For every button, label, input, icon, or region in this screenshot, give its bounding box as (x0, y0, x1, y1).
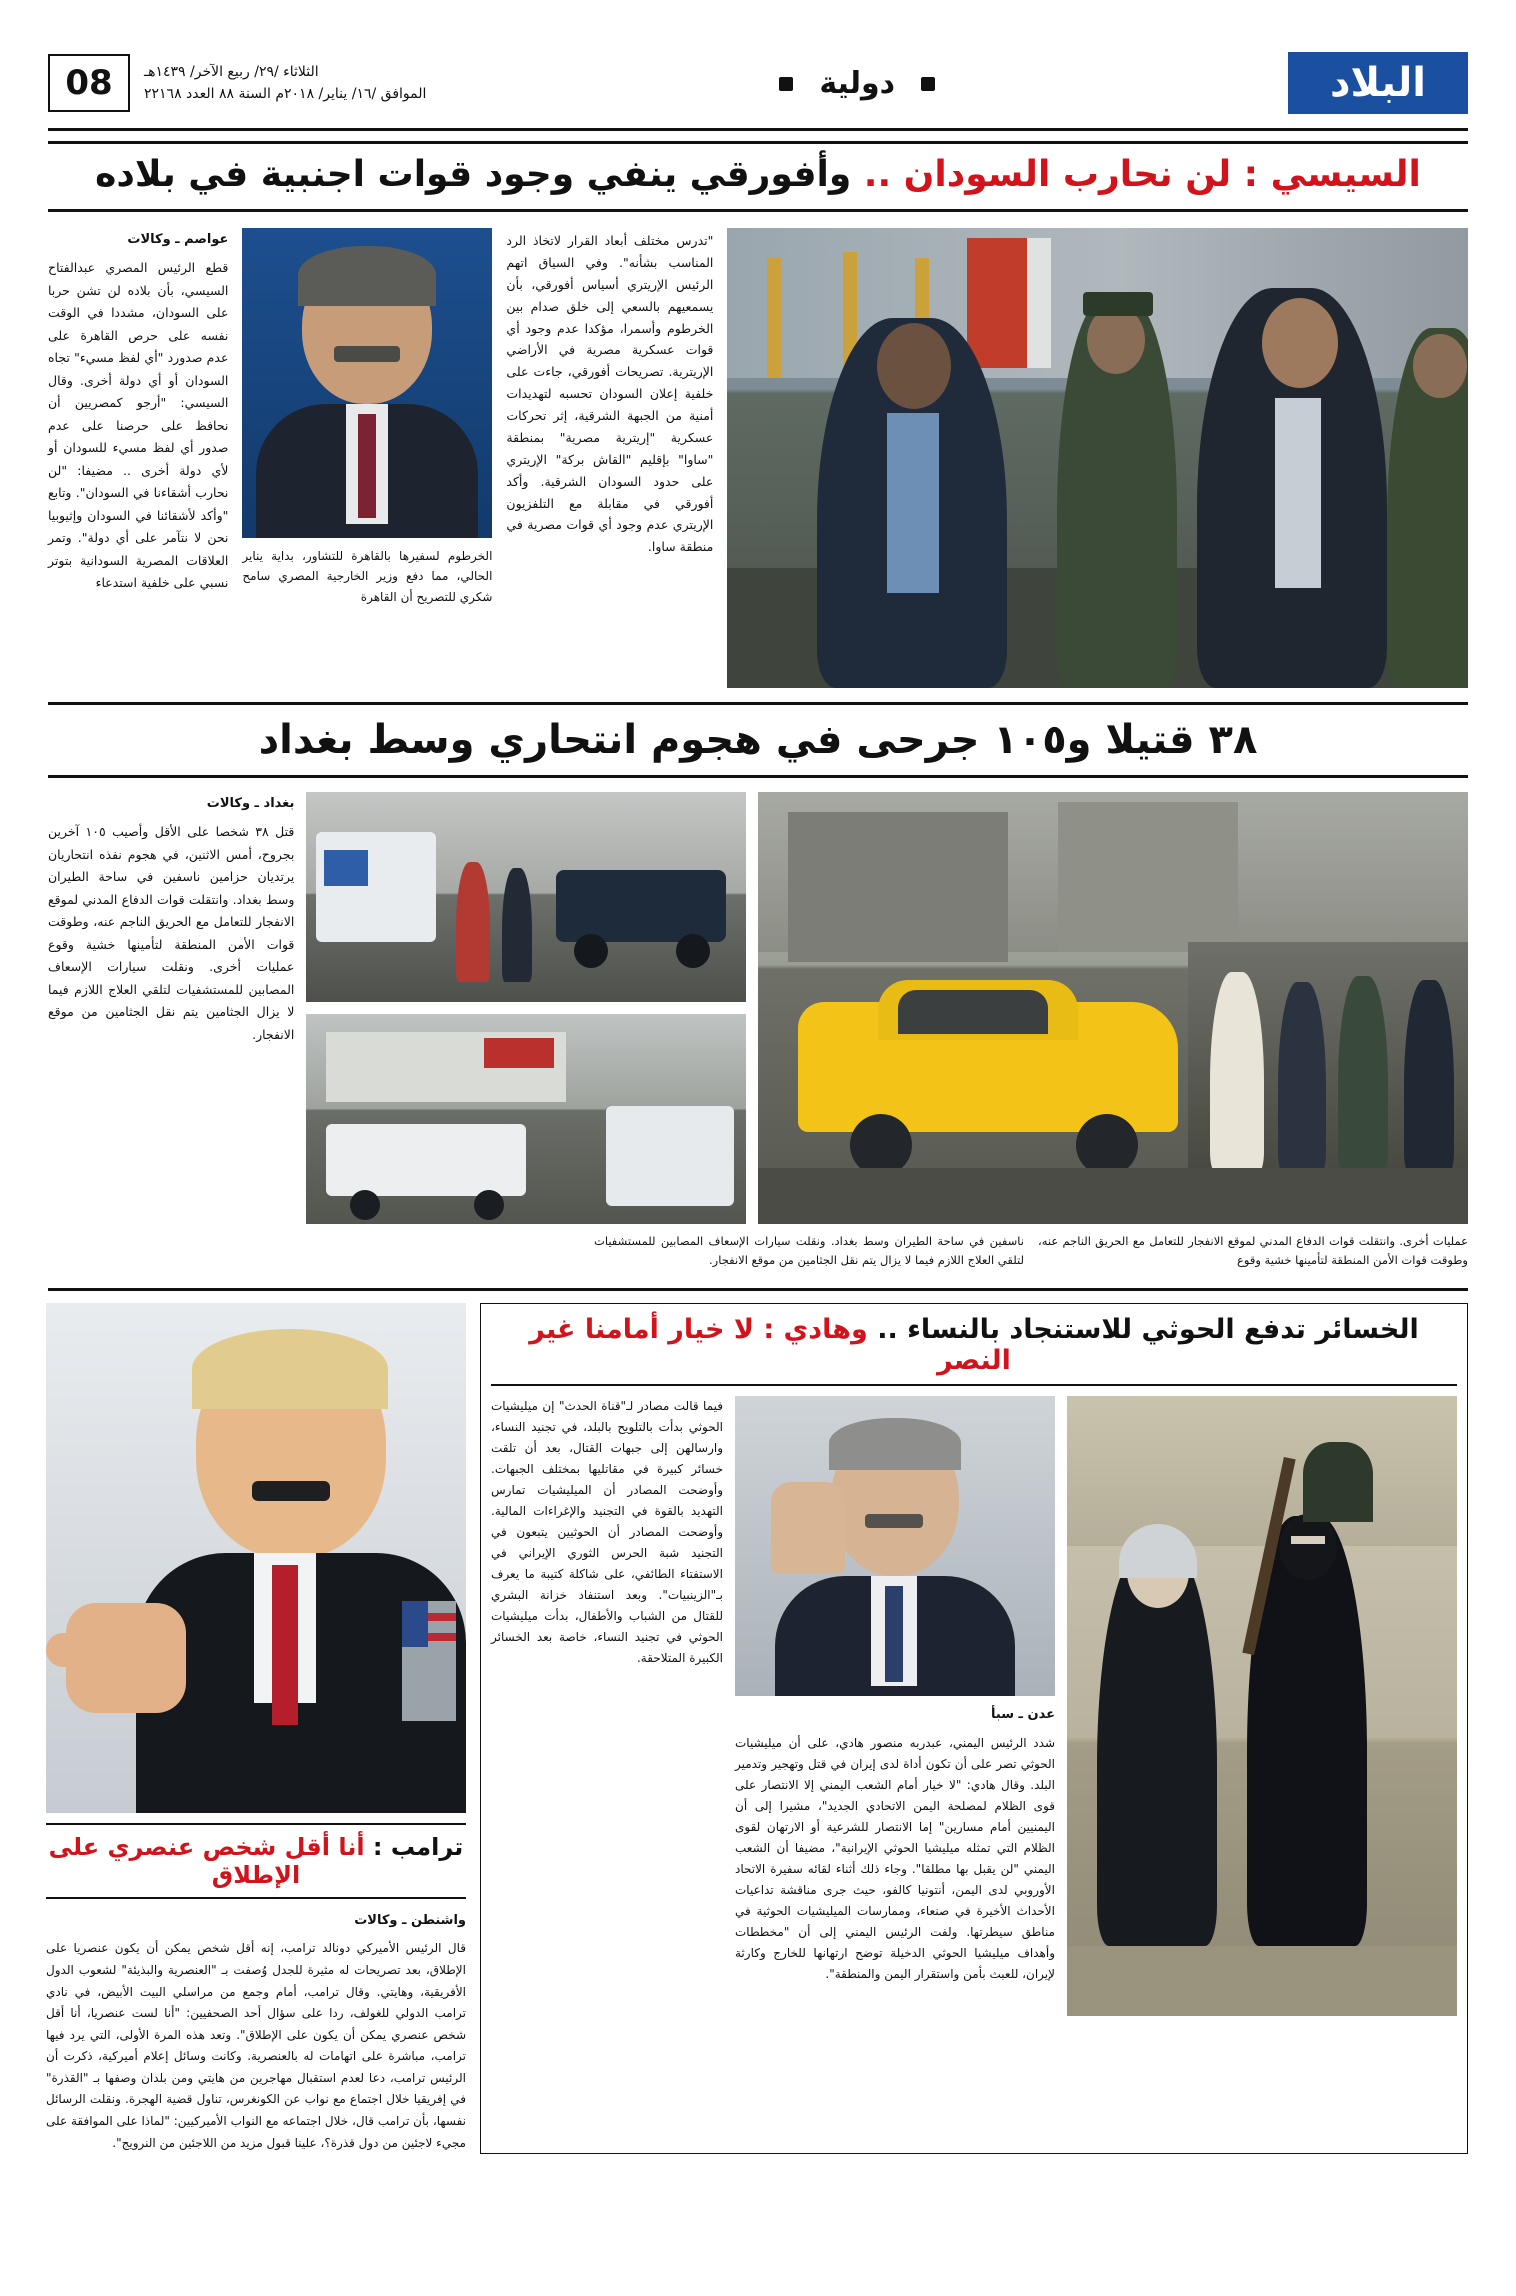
story2-headline: ٣٨ قتيلا و١٠٥ جرحى في هجوم انتحاري وسط بغداد (258, 717, 1258, 763)
story3-agency: عدن ـ سبأ (991, 1706, 1055, 1722)
story1-headline-black: وأفورقي ينفي وجود قوات اجنبية في بلاده (95, 154, 852, 195)
story1-portrait-photo (242, 228, 492, 538)
story3-middle-text (735, 1704, 1055, 1985)
story3-text-mid: شدد الرئيس اليمني، عبدربه منصور هادي، على أن ميليشيات الحوثي تصر على أن تكون أداة لدى إيران في قتل وتهجير وتدمير البلد. وقال هادي: "لا خيار أمام الشعب اليمني إلا الانتصار على قوى الظلام لمصلحة اليمن الاتحادي الجديد"، مشيرا إلى أن اليمنيين أمام مسارين" إما الانتصار للشرعية أو الارتهان لقوى الظلام التي تمثله ميليشيا الحوثي الإيرانية"، مضيفا أن الشعب اليمني "لن يقبل بها مطلقا". وجاء ذلك أثناء لقائه سفيرة الاتحاد الأوروبي لدى اليمن، أنتونيا كالفو، حيث جرى مناقشة تداعيات الأحداث الأخيرة في صنعاء، وممارسات الميليشيات الحوثية في مناطق سيطرتها. ولفت الرئيس اليمني إلى أن "مخططات وأهداف ميليشيا الحوثي الدخيلة توضح ارتهانها للخارج وكارثة لإيران، للعبث بأمن واستقرار اليمن والمنطقة". (735, 1735, 1055, 1981)
story1-headline (48, 141, 1468, 212)
story3-column-right: فيما قالت مصادر لـ"قناة الحدث" إن ميليشيات الحوثي بدأت بالتلويح بالبلد، في تجنيد النساء، وارسالهن إلى جبهات القتال، بعد أن تلقت خسائر كبيرة في مقاتليها بمختلف الجبهات. وأوضحت المصادر أن الميليشيات تمارس التهديد بالقوة في التجنيد والإغراءات المالية. وأوضحت المصادر أن الحوثيين يتبعون في التجنيد شبة الحرس الثوري الإيراني في الاستفتاء الطائفي، على شاكلة كتيبة ما يعرف بـ"الزينبيات". وبعد استنفاد خزانة البشري للقتال من الشباب والأطفال، بدأت ميليشيات الحوثي في تجنيد النساء، خاصة بعد الخسائر الكبيرة المتلاحقة. (491, 1398, 723, 1665)
story4-headline (46, 1823, 466, 1899)
page-number: 08 (48, 54, 130, 112)
story4-headline-black: ترامب : (364, 1832, 464, 1861)
story2-captions (48, 1232, 1468, 1270)
newspaper-logo (1288, 52, 1468, 114)
story4-text-wrap (46, 1909, 466, 2154)
story1 (48, 228, 1468, 688)
story2 (48, 792, 1468, 1224)
bottom-section (48, 1288, 1468, 2154)
story3-body (491, 1396, 1457, 2016)
story2-photo-bottom (306, 1014, 746, 1224)
story3-headline-red: وهادي : لا خيار أمامنا غير النصر (529, 1313, 1011, 1376)
story3-headline (491, 1314, 1457, 1386)
story2-side-photos (306, 792, 746, 1224)
story4 (46, 1303, 466, 2154)
story1-photo (727, 228, 1468, 688)
story2-main-photo (758, 792, 1468, 1224)
story1-text: قطع الرئيس المصري عبدالفتاح السيسي، بأن بلاده لن تشن حربا على السودان، مشددا في الوقت نفسه على حرص القاهرة على عدم صدورد "أي لفظ مسيء" تجاه السودان أو أي دولة أخرى. وقال السيسي: "أرجو كمصريين أن نحافظ على حرصنا على عدم صدور أي لفظ مسيء للسودان أو لأي دولة أخرى .. مضيفا: "لن نحارب أشقاءنا في السودان". وتابع "وأكد لأشقائنا في السودان وإثيوبيا نحن لا نتآمر على أي دولة". وتمر العلاقات المصرية السودانية بتوتر نسبي على خلفية استدعاء (48, 260, 229, 591)
newspaper-page (0, 44, 1516, 2296)
story3 (480, 1303, 1468, 2154)
story2-photo-top (306, 792, 746, 1002)
story3-headline-black: الخسائر تدفع الحوثي للاستنجاد بالنساء .. (867, 1313, 1419, 1345)
masthead-meta (48, 54, 426, 112)
story1-column-left: "تدرس مختلف أبعاد القرار لاتخاذ الرد المناسب بشأنه". وفي السياق اتهم الرئيس الإريتري أسياس أفورقي، بأن يسمعيهم بالسعي إلى خلق صدام بين الخرطوم وأسمرا، مؤكدا عدم وجود أي قوات عسكرية مصرية في الأراضي الإريترية. تصريحات أفورقي، جاءت على خلفية إعلان السودان تحسبه لتهديدات أمنية من الجبهة الشرقية، إثر تحركات عسكرية "إريترية مصرية" بمنطقة "ساوا" بإقليم "القاش بركة" الإريتري على حدود السودان الشرقية. وأكد أفورقي في مقابلة مع التلفزيون الإريتري عدم وجود أي قوات مصرية في منطقة ساوا. (506, 233, 714, 555)
logo-text: البلاد (1330, 60, 1426, 106)
story1-portrait-caption: الخرطوم لسفيرها بالقاهرة للتشاور، بداية يناير الحالي، مما دفع وزير الخارجية المصري سامح شكري للتصريح أن القاهرة (242, 549, 493, 604)
section-title: دولية (753, 66, 961, 101)
story2-text-column (48, 792, 294, 1224)
story4-text: قال الرئيس الأميركي دونالد ترامب، إنه أقل شخص يمكن أن يكون عنصريا على الإطلاق، بعد تصريحات له مثيرة للجدل وُصفت بـ "العنصرية والبذيئة" لشعوب الدول الأفريقية، وهايتي. وقال ترامب، أمام وجمع من مراسلي البيت الأبيض، في نادي ترامب الدولي للغولف، ردا على سؤال أحد الصحفيين: "أنا لست عنصريا، أنا أقل شخص عنصري يمكن أن يكون على الإطلاق". وتعد هذه المرة الأولى، التي يرد فيها ترامب، مباشرة على اتهامات له بالعنصرية. وكانت وسائل إعلام أميركية، ذكرت أن الرئيس ترامب، دعا لعدم استقبال مهاجرين من هايتي ومن بلدان وصفها بـ "القذرة" في إفريقيا خلال اجتماع مع نواب عن الكونغرس، تناول قضية الهجرة. ونقلت الرسائل نفسها، بأن ترامب قال، خلال اجتماعه مع النواب الأميركيين: "لماذا على الموافقة على مجيء لاجئين من دول قذرة؟، علينا قبول مزيد من اللاجئين من النرويج". (46, 1941, 466, 2150)
story2-caption-left: عمليات أخرى. وانتقلت قوات الدفاع المدني لموقع الانفجار للتعامل مع الحريق الناجم عنه، وطوقت قوات الأمن المنطقة لتأمينها خشية وقوع (1038, 1234, 1468, 1267)
story3-photo-women (1067, 1396, 1457, 2016)
story4-headline-red: أنا أقل شخص عنصري على الإطلاق (48, 1832, 365, 1889)
story4-agency: واشنطن ـ وكالات (354, 1912, 466, 1928)
story4-photo-trump (46, 1303, 466, 1813)
masthead (48, 44, 1468, 131)
dateline-hijri: الثلاثاء /٢٩/ ربيع الآخر/ ١٤٣٩هـ (144, 63, 319, 80)
story2-text: قتل ٣٨ شخصا على الأقل وأصيب ١٠٥ آخرين بجروح، أمس الاثنين، في هجوم نفذه انتحاريان يرتديان حزامين ناسفين في ساحة الطيران وسط بغداد. وانتقلت قوات الدفاع المدني لموقع الانفجار للتعامل مع الحريق الناجم عنه، وطوقت قوات الأمن المنطقة لتأمينها خشية وقوع عمليات أخرى. ونقلت سيارات الإسعاف المصابين للمستشفيات لتلقي العلاج اللازم فيما لا يزال الجثامين يتم نقل الجثامين من موقع الانفجار. (48, 824, 295, 1042)
dateline-gregorian: الموافق /١٦/ يناير/ ٢٠١٨م السنة ٨٨ العدد ٢٢١٦٨ (144, 86, 427, 102)
story2-headline-bar (48, 702, 1468, 778)
story1-middle (242, 228, 492, 688)
story3-middle (735, 1396, 1055, 2016)
dateline (144, 61, 426, 106)
section-title-wrap (426, 66, 1288, 101)
story2-caption-mid: ناسفين في ساحة الطيران وسط بغداد. ونقلت سيارات الإسعاف المصابين للمستشفيات لتلقي العلاج اللازم فيما لا يزال يتم نقل الجثامين من موقع الانفجار. (594, 1234, 1024, 1267)
story1-agency: عواصم ـ وكالات (127, 232, 229, 247)
story3-photo-hadi (735, 1396, 1055, 1696)
story1-headline-red: السيسي : لن نحارب السودان .. (851, 154, 1421, 195)
story1-column-right (48, 228, 228, 688)
story2-agency: بغداد ـ وكالات (206, 796, 295, 811)
